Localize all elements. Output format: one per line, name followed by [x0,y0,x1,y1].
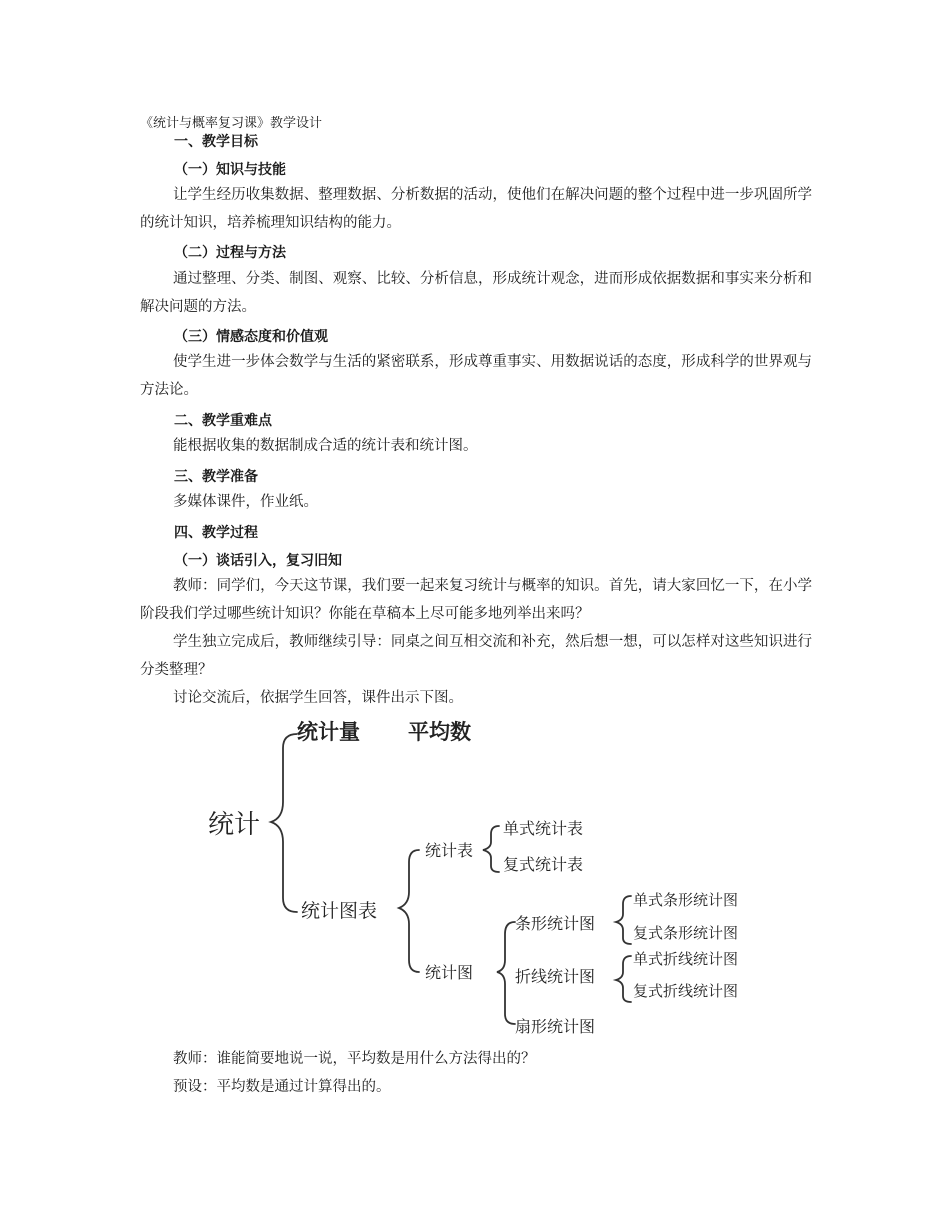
diagram-single-table: 单式统计表 [503,819,584,838]
brace-table [483,826,499,872]
paragraph-key-points: 能根据收集的数据制成合适的统计表和统计图。 [173,438,478,454]
diagram-charts-tables: 统计图表 [301,900,378,922]
paragraph-expected-answer: 预设：平均数是通过计算得出的。 [173,1079,391,1095]
paragraph-preparation: 多媒体课件，作业纸。 [173,494,318,510]
diagram-single-line-chart: 单式折线统计图 [633,950,739,968]
section-heading-process: 四、教学过程 [174,525,258,541]
diagram-bar-chart: 条形统计图 [515,914,596,933]
paragraph-teacher-question: 教师：谁能简要地说一说，平均数是用什么方法得出的？ [173,1051,536,1067]
document-title: 《统计与概率复习课》教学设计 [140,116,323,131]
paragraph-student-work: 学生独立完成后，教师继续引导：同桌之间互相交流和补充，然后想一想，可以怎样对这些知识进行分类整理？ [140,634,812,678]
statistics-knowledge-diagram [205,712,765,1042]
subheading-knowledge-skills: （一）知识与技能 [174,162,286,178]
diagram-table: 统计表 [425,841,474,860]
diagram-statistical-measure: 统计量 [297,720,360,744]
paragraph-teacher-intro: 教师：同学们，今天这节课，我们要一起来复习统计与概率的知识。首先，请大家回忆一下，在小学阶段我们学过哪些统计知识？你能在草稿本上尽可能多地列举出来吗？ [140,578,812,622]
diagram-root-statistics: 统计 [208,810,261,840]
diagram-compound-bar-chart: 复式条形统计图 [633,924,739,942]
brace-root [271,734,297,912]
diagram-compound-table: 复式统计表 [503,855,584,874]
brace-line-chart [616,956,631,1002]
diagram-compound-line-chart: 复式折线统计图 [633,982,739,1000]
paragraph-process-method: 通过整理、分类、制图、观察、比较、分析信息，形成统计观念，进而形成依据数据和事实来分析和解决问题的方法。 [140,271,812,315]
subheading-process-method: （二）过程与方法 [174,245,286,261]
brace-chart [497,922,515,1024]
diagram-chart: 统计图 [425,963,474,982]
diagram-single-bar-chart: 单式条形统计图 [633,891,739,909]
section-heading-key-points: 二、教学重难点 [174,413,272,429]
subheading-introduction: （一）谈话引入，复习旧知 [174,553,342,569]
paragraph-attitude-values: 使学生进一步体会数学与生活的紧密联系，形成尊重事实、用数据说话的态度，形成科学的世界观与方法论。 [140,354,812,398]
section-heading-goals: 一、教学目标 [174,134,258,150]
paragraph-discussion: 讨论交流后，依据学生回答，课件出示下图。 [173,690,463,706]
paragraph-knowledge-skills: 让学生经历收集数据、整理数据、分析数据的活动，使他们在解决问题的整个过程中进一步巩固所学的统计知识，培养梳理知识结构的能力。 [140,187,812,231]
diagram-line-chart: 折线统计图 [515,967,596,986]
diagram-average: 平均数 [408,720,471,744]
diagram-pie-chart: 扇形统计图 [515,1017,596,1036]
brace-bar-chart [616,896,631,944]
subheading-attitude-values: （三）情感态度和价值观 [174,329,328,345]
section-heading-preparation: 三、教学准备 [174,469,258,485]
brace-charts-tables [399,850,419,972]
